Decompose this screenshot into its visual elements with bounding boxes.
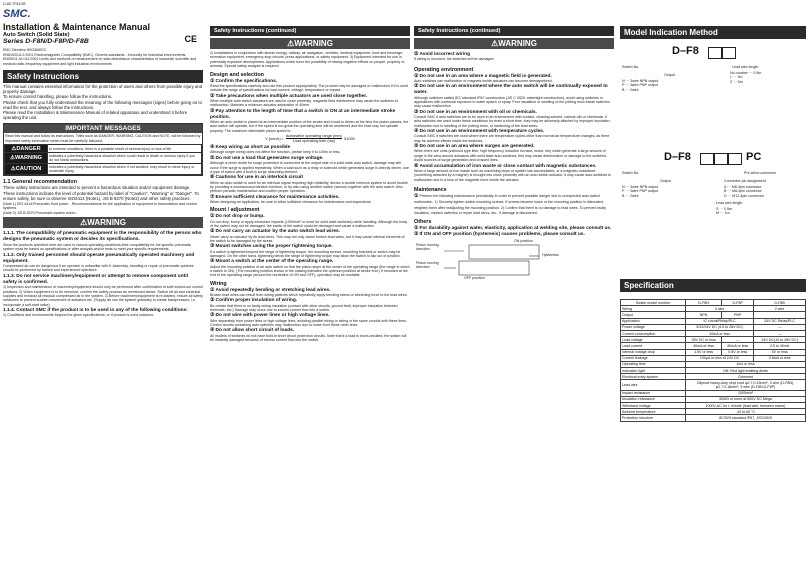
option-key: P xyxy=(622,83,625,88)
option-value: 3wire PNP output xyxy=(629,83,658,88)
design-item: ⑦ Ensure sufficient clearance for maintenance activities. When designing an application, be sure to allow sufficient clearance for maintenance and inspections. xyxy=(210,194,410,205)
mount-item: ① Do not drop or bump. Do not drop, bump or apply excessive impacts (1000m/s² or more for solid state switches) while handling. Although the body of the switch may not be damaged, the inside of the switch could be damaged and cause a malfunction. xyxy=(210,213,410,228)
signal-table xyxy=(4,144,202,175)
item-title: Do not carry an actuator by the auto switch lead wires. xyxy=(215,229,341,235)
spec-label: Application xyxy=(621,318,686,324)
maintenance-item: ① Perform the following maintenance periodically in order to prevent possible danger due to unexpected auto switch malfunction. 1) Securely tighten switch mounting screws. If screws become loose or the mounting position is dislocated, retighten them after readjusting the mounting position. 2) Confirm that there is no damage to lead wires. To prevent faulty insulation, replace switches or repair lead wires, etc., if damage is discovered. xyxy=(414,194,606,216)
important-messages-box xyxy=(3,123,203,176)
model-box xyxy=(722,47,736,59)
spec-cell: 100μA or less at 24V DC xyxy=(686,355,754,361)
others-item: ① For durability against water, elasticity, application at welding site, please consult us. xyxy=(414,225,612,231)
spec-cell: NPN xyxy=(686,312,722,318)
item-desc: Never carry an actuator by its lead wires. This may not only cause broken lead wires, but it may cause internal elements of the switch to be damaged by the stress. xyxy=(210,234,405,243)
model-indication-bar: Model Indication Method xyxy=(620,26,806,39)
item-title: The compatibility of pneumatic equipment is the responsibility of the person who designs the pneumatic system or decides its specifications. xyxy=(3,231,202,243)
option-value: 0.5m xyxy=(753,71,762,75)
item-title: Pay attention to the length of time that a switch is ON at an intermediate stroke position. xyxy=(210,108,396,120)
smc-logo: SMC. xyxy=(3,8,31,21)
formula-right: X1000 xyxy=(343,136,355,141)
spec-cell: IEC529 standard IP67, JISC0920 xyxy=(686,415,806,421)
output-list xyxy=(622,79,692,92)
signal-label: WARNING xyxy=(14,155,43,162)
safety-p2: To ensure correct handling, please follow the instructions. xyxy=(3,94,113,100)
switch-no-label: Switch No. xyxy=(622,65,640,69)
option-key: Z xyxy=(730,79,733,84)
item-title: For durability against water, elasticity, application at welding site, please consult us. xyxy=(419,225,612,231)
spec-label: Indication light xyxy=(621,368,686,374)
item-title: Do not use in an environment with oil or chemicals. xyxy=(419,109,537,115)
output-option: B ··· 2wire xyxy=(622,193,639,198)
item-desc: Adjust the mounting position of an auto switch so that the piston stops at the center of the operating range (the range in which a switch is ON). (The mounting position shown in the catalog indicates the optimum position at stroke end.) If mounted at the end of the operating range (around the borderline of ON and OFF), operation may be unstable. xyxy=(210,264,410,278)
item-title: Mount switches using the proper tightening torque. xyxy=(215,244,333,250)
warning-items xyxy=(3,230,203,317)
safety-p1: This manual contains essential information for the protection of users and others from possible injury and property damage. xyxy=(3,84,203,95)
general-heading: 1.1 General recommendation xyxy=(3,179,77,186)
wiring-item: ⑤ Avoid incorrect wiring If wiring is incorrect, the switches will be damaged. xyxy=(414,51,614,62)
item-title: Do not allow short circuit of loads. xyxy=(215,328,295,334)
design-item: ③ Pay attention to the length of time that a switch is ON at an intermediate stroke position. When an auto switch is placed at an intermediate position of the stroke and a load is driven at the time the piston passes, the auto switch will operate, but if the speed is too great the operating time will be shortened and the load may not operate properly. The maximum detectable piston speed is: xyxy=(210,108,409,133)
spec-label: Withstand voltage xyxy=(621,403,686,409)
mount-item: ④ Mount a switch at the center of the operating range. Adjust the mounting position of an auto switch so that the piston stops at the center of the operating range (the range in which a switch is ON). (The mounting position shown in the catalog indicates the optimum position at stroke end.) If mounted at the end of the operating range (around the borderline of ON and OFF), operation may be unstable. xyxy=(210,259,410,278)
item-desc: When multiple auto switch actuators are used in close proximity, magnetic field interference may cause the switches to malfunction. Maintain a minimum actuator separation of 40mm. xyxy=(210,98,399,108)
item-desc: When designing an application, be sure to allow sufficient clearance for maintenance and inspections. xyxy=(210,199,372,204)
item-desc: Auto switches can malfunction or magnets inside actuators can become demagnetized. xyxy=(414,78,553,83)
env-item: ③ Do not use in an environment with oil or chemicals. Consult SMC if auto switches are to be used in an environment with coolant, cleaning solvent, various oils or chemicals. If auto switches are used under these conditions for even a short time, they may be adversely affected by improper insulation, malfunction due to swelling of the potting resin, or hardening of the lead wires. xyxy=(414,109,614,128)
item-desc: Although longer wiring does not affect the function, please keep it to 100m or less. xyxy=(210,150,341,155)
note-2: (Note 2) JIS B 8370:Pneumatic system axiom. xyxy=(3,210,77,215)
option-key: D xyxy=(724,193,727,198)
maintenance-text: Perform the following maintenance periodically in order to prevent possible danger due to unexpected auto switch malfunction. 1) Securely tighten switch mounting screws. If screws become loose or the mounting position is dislocated, retighten them after readjusting the mounting position. 2) Confirm that there is no damage to lead wires. To prevent faulty insulation, replace switches or repair lead wires, etc., if damage is discovered. xyxy=(414,194,606,216)
wiring-item: ① Avoid repeatedly bending or stretching lead wires. Broken lead wires can result from wiring patterns which repeatedly apply bending stress or stretching force to the lead wires. xyxy=(210,287,410,298)
spec-row xyxy=(621,380,806,390)
item-number: 1.1.2. xyxy=(3,252,16,258)
safety-continued-bar: Safety Instructions (continued) xyxy=(210,26,410,36)
warning-label: WARNING xyxy=(294,39,333,48)
item-title: Confirm proper insulation of wiring. xyxy=(215,298,298,304)
spec-cell: — xyxy=(722,337,754,343)
directive-1: EN61000-6-2:2001 Electromagnetic Compatibility (EMC). Generic standards - Immunity for industrial environments. xyxy=(3,52,187,57)
length-list xyxy=(730,71,800,84)
item-title: Keep wiring as short as possible xyxy=(215,145,291,151)
warning-item xyxy=(3,307,203,318)
column-3 xyxy=(414,0,614,573)
hysteresis-svg xyxy=(414,239,614,281)
output-option: B ··· 2wire xyxy=(622,87,639,92)
warning-label: WARNING xyxy=(87,218,126,228)
intro-text: 2) Installations in conjunction with atomic energy, railway, air navigation, vehicles, medical equipment, food and beverage, recreation equipment, emergency stop circuits, press applications, or safety equipment. 3) Equipment intended for use in potentially explosive atmospheres. Applications which have the possibility of having negative effects on people, property or animals. Special safety analysis is required. xyxy=(210,51,405,69)
option-value: M8-4pin connector xyxy=(732,189,762,194)
signal-label: CAUTION xyxy=(15,166,42,173)
speed-formula xyxy=(210,134,410,143)
lead-len-label-2: Lead wire length xyxy=(716,201,743,205)
column-2 xyxy=(210,0,410,573)
design-item: ⑤ Do not use a load that generates surge voltage. Although a zener diode for surge protection is connected at the output side of a solid state auto switch, damage may still occur if the surge is applied repeatedly. When a load such as a relay or solenoid which generates surge is directly driven, use a type of switch with a built-in surge absorbing element. xyxy=(210,155,409,174)
spec-cell: — xyxy=(754,324,806,330)
spec-cell: -10 to 60 °C xyxy=(686,409,806,415)
important-messages-text: Read this manual and follow its instructions. Titles such as DANGER, WARNING, CAUTION and NOTE, will be followed by important safety information which must be carefully followed. xyxy=(5,134,201,143)
spec-cell: 0.8mA or less xyxy=(754,355,806,361)
option-key: S xyxy=(716,207,719,211)
warning-bar xyxy=(414,38,614,49)
spec-header: D-F8N xyxy=(686,300,722,306)
wiring-item: ④ Do not allow short circuit of loads. All models of switches do not have built-in short circuit protection circuits. Note that if a load is short-circuited, the switch will be instantly damaged because of excess current flow into the switch. xyxy=(210,327,410,342)
off-range-box xyxy=(459,261,529,275)
spec-cell: 24V DC(10 to 28V DC) xyxy=(754,337,806,343)
output-option: P ··· 3wire PNP output xyxy=(622,83,658,88)
column-4 xyxy=(620,0,806,573)
length-option: L ··· 3m xyxy=(730,75,743,80)
design-item: ① Confirm the specifications. Read the specifications carefully and use this product appropriately. The product may be damaged or malfunction if it is used outside the range of specifications for load current, voltage, temperature or impact. xyxy=(210,78,410,93)
item-desc: 1) Conditions and environments beyond the given specifications, or if product is used outdoors. xyxy=(3,313,155,318)
item-desc: If wiring is incorrect, the switches will be damaged. xyxy=(414,57,495,62)
item-desc: Consult SMC if auto switches are to be used in an environment with coolant, cleaning solvent, various oils or chemicals. If auto switches are used under these conditions for even a short time, they may be adversely affected by improper insulation, malfunction due to swelling of the potting resin, or hardening of the lead wires. xyxy=(414,115,611,128)
safety-continued-bar: Safety Instructions (continued) xyxy=(414,26,614,36)
output-option: P ··· 3wire PNP output xyxy=(622,189,658,194)
signal-label: DANGER xyxy=(16,145,41,152)
item-desc: Although a zener diode for surge protection is connected at the output side of a solid state auto switch, damage may still occur if the surge is applied repeatedly. When a load such as a relay or solenoid which generates surge is directly driven, use a type of switch with a built-in surge absorbing element. xyxy=(210,161,409,174)
item-number: 1.1.1. xyxy=(3,231,16,237)
spec-cell: 1000m/s² xyxy=(686,390,806,396)
model-code-2: D–F8 xyxy=(664,151,691,163)
item-title: Confirm the specifications. xyxy=(215,78,278,84)
warning-bar xyxy=(3,217,203,228)
item-title: Take precautions when multiple actuators are used close together. xyxy=(215,93,368,99)
spec-cell: Oilproof heavy-duty vinyl cord φ2.7,0.15mm², 3 wire (D-F8N), φ2.7,0.18mm², 3 wire (D-F8N,D-F8P) xyxy=(686,380,806,390)
env-item: ⑥ Avoid accumulation of iron waste or close contact with magnetic substances. When a large amount of iron waste such as machining chips or spatter has accumulated, or a magnetic substance (something attracted by a magnet) is brought into close proximity with an auto switch actuator, it may cause auto switches to malfunction due to a loss of the magnetic force inside the actuator. xyxy=(414,163,614,182)
item-desc: All models of switches do not have built-in short circuit protection circuits. Note that if a load is short-circuited, the switch will be instantly damaged because of excess current flow into the switch. xyxy=(210,333,407,343)
mount-item: ③ Mount switches using the proper tightening torque. If a switch is tightened beyond the range of tightening torque, the mounting screws, mounting brackets or switch may be damaged. On the other hand, tightening below the range of tightening torque may allow the switch to slip out of position. xyxy=(210,243,410,258)
specification-bar: Specification xyxy=(620,279,806,292)
spec-cell: 3 wire xyxy=(686,306,754,312)
warning-bar xyxy=(210,38,410,49)
series-name: Series D-F8N/D-F8P/D-F8B xyxy=(3,38,89,46)
warning-item xyxy=(3,252,203,273)
option-value: 3m xyxy=(737,75,743,80)
safety-p4: Please read the Installation & Maintenance Manual of related apparatus and understand it before operating the unit. xyxy=(3,110,188,121)
doc-number: D-85-TF81GB xyxy=(3,2,26,6)
signal-row-danger xyxy=(5,145,202,153)
spec-cell: 24V DC Relay/PLC xyxy=(754,318,806,324)
directive-0: EMC Directive 89/336/EEC xyxy=(3,48,47,53)
moving-dir-label-2: Piston moving direction xyxy=(416,260,439,270)
spec-label: Electrical entry system xyxy=(621,374,686,380)
option-key: A xyxy=(724,185,727,189)
length-option: Z ··· 5m xyxy=(730,79,743,84)
spec-cell: 2.5 to 40mA xyxy=(754,343,806,349)
model-block-2 xyxy=(620,109,806,293)
item-title: Avoid repeatedly bending or stretching lead wires. xyxy=(215,287,331,293)
env-heading: Operating environment xyxy=(414,66,474,73)
spec-label: Output xyxy=(621,312,686,318)
hysteresis-diagram xyxy=(414,239,614,281)
item-desc: 1) Inspection and maintenance of machinery/equipment should only be performed after confirmation of safe locked-out control positions. 2) When equipment is to be removed, confirm the safety process as mentioned above. Switch off air and electrical supplies and exhaust all residual compressed air in the system. 3) Before machinery/equipment is re-started, ensure all safety measures to prevent sudden movement of actuators etc. (Supply air into the system gradually to create backpressure, i.e. incorporate a soft-start valve). xyxy=(3,285,203,307)
option-key: N xyxy=(622,79,625,83)
spec-label: Power voltage xyxy=(621,324,686,330)
pin-option: D ··· M12-4pin connector xyxy=(724,193,764,198)
warning-triangle-icon: ⚠ xyxy=(11,145,17,152)
env-item: ① Do not use in an area where a magnetic field is generated. Auto switches can malfunction or magnets inside actuators can become demagnetized. xyxy=(414,73,614,84)
item-title: Do not use in an environment where the auto switch will be continually exposed to water. xyxy=(414,84,608,96)
formula-denominator: Load operating time (ms) xyxy=(292,139,335,144)
item-desc: Although switches satisfy IEC standard IP67 construction (JIS C 0920: watertight construction), avoid using switches in applications with continual exposure to water splash or spray. Poor insulation or swelling of the potting resin inside switches may cause malfunction. xyxy=(414,95,610,109)
pin-option: A ··· M8-3pin connector xyxy=(724,185,762,189)
note-1: (Note 1) ISO 4414:Pneumatic fluid power - Recommendations for the application of equipment to transmission and control systems. xyxy=(3,202,197,211)
on-position-label: ON position xyxy=(514,238,533,243)
lead-len-label: Lead wire length xyxy=(732,65,759,69)
model-code-1: D–F8 xyxy=(672,45,699,57)
spec-cell: — xyxy=(754,330,806,336)
option-key: No number xyxy=(730,71,748,75)
item-desc: Compressed air can be dangerous if an operator is unfamiliar with it. Assembly, handling or repair of pneumatic systems should be performed by trained and experienced operators. xyxy=(3,263,194,273)
wiring-item: ③ Do not wire with power lines or high voltage lines. Wire separately from power lines or high voltage lines, avoiding parallel wiring or wiring in the same conduit with these lines. Control circuits containing auto switches may malfunction due to noise from these other lines. xyxy=(210,312,410,327)
moving-dir-label-1: Piston moving direction xyxy=(416,242,439,252)
item-desc: Read the specifications carefully and use this product appropriately. The product may be damaged or malfunction if it is used outside the range of specifications for load current, voltage, temperature or impact. xyxy=(210,83,408,93)
output-label-2: Output xyxy=(660,179,671,183)
env-item: ⑤ Do not use in an area where surges are generated. When there are units (solenoid type lifter, high frequency induction furnace, motor, etc) which generate a large amount of surge in the area around actuators with solid state auto switches, this may cause deterioration or damage to the switches. Avoid sources of surge generation and crossed lines. xyxy=(414,143,614,162)
option-value: 2wire xyxy=(630,193,639,198)
switch-no-label-2: Switch No. xyxy=(622,171,640,175)
safety-p3: Please check that you fully understand the meaning of the following messages (signs) before going on to read the text, and always follow the instructions. xyxy=(3,99,202,110)
length-option: M ··· 1m xyxy=(716,211,730,216)
manual-subtitle: Auto Switch (Solid State) xyxy=(3,32,70,39)
item-desc: Wire separately from power lines or high voltage lines, avoiding parallel wiring or wiring in the same conduit with these lines. Control circuits containing auto switches may malfunction due to noise from these other lines. xyxy=(210,318,407,328)
option-value: 0.5m xyxy=(724,207,732,211)
spec-label: Current consumption xyxy=(621,330,686,336)
spec-cell: 28V DC or less xyxy=(686,337,722,343)
item-title: Do not service machinery/equipment or attempt to remove component until safety is confirmed. xyxy=(3,273,188,285)
warning-triangle-icon: ⚠ xyxy=(491,39,499,48)
item-desc: Broken lead wires can result from wiring patterns which repeatedly apply bending stress or stretching force to the lead wires. xyxy=(210,293,408,298)
spec-label: Current leakage xyxy=(621,355,686,361)
spec-label: Ambient temperature xyxy=(621,409,686,415)
spec-cell: 1ms or less xyxy=(686,361,806,367)
item-desc: When there are units (solenoid type lifter, high frequency induction furnace, motor, etc) which generate a large amount of surge in the area around actuators with solid state auto switches, this may cause deterioration or damage to the switches. Avoid sources of surge generation and crossed lines. xyxy=(414,149,608,163)
others-item: ② If ON and OFF position (hysteresis) causes problems, please consult us. xyxy=(414,231,585,237)
spec-label: Load voltage xyxy=(621,337,686,343)
item-desc: If a switch is tightened beyond the range of tightening torque, the mounting screws, mounting brackets or switch may be damaged. On the other hand, tightening below the range of tightening torque may allow the switch to slip out of position. xyxy=(210,249,401,258)
warning-item xyxy=(3,273,203,307)
pin-assign-label: Connector pin assignment xyxy=(724,179,766,183)
item-title: Do not use in an area where a magnetic field is generated. xyxy=(419,73,552,79)
item-title: Do not drop or bump. xyxy=(215,214,265,220)
item-title: Do not use in an environment with temperature cycles. xyxy=(419,129,545,135)
item-desc: When an auto switch is placed at an intermediate position of the stroke and a load is driven at the time the piston passes, the auto switch will operate, but if the speed is too great the operating time will be shortened and the load may not operate properly. The maximum detectable piston speed is: xyxy=(210,120,409,133)
item-title: Do not wire with power lines or high voltage lines. xyxy=(215,313,330,319)
on-range-box xyxy=(469,245,539,259)
spec-table xyxy=(620,299,806,422)
option-value: 1m xyxy=(724,211,730,216)
ce-mark: CE xyxy=(184,33,197,44)
hysteresis-label: Hysteresis xyxy=(542,252,559,257)
spec-label: Load current xyxy=(621,343,686,349)
spec-header: Switch model number xyxy=(621,300,686,306)
item-title: Ensure sufficient clearance for maintenance activities. xyxy=(215,194,340,200)
warning-triangle-icon: ⚠ xyxy=(10,166,16,173)
item-title: Cautions for use in an interlock circuit xyxy=(215,175,303,181)
spec-cell: 80mA or less xyxy=(722,343,754,349)
spec-cell: ON: Red light emitting diode xyxy=(686,368,806,374)
formula-numerator: Autoswitch operating range (mm) xyxy=(285,134,342,139)
option-value: 2wire xyxy=(630,87,639,92)
safety-instructions-bar: Safety Instructions xyxy=(3,70,203,83)
spec-cell: 4V or less xyxy=(754,349,806,355)
item-desc: When an auto switch is used for an interlock signal requiring high reliability, devise a double interlock system to avoid trouble by providing a mechanical protection function, or by also using another switch (sensor) together with the auto switch. Also perform periodic maintenance and confirm proper operation. xyxy=(210,180,408,194)
item-number: 1.1.3. xyxy=(3,273,16,279)
spec-cell: 1000V AC for 1 minute (lead wire, between cases) xyxy=(686,403,806,409)
item-title: Do not use in an area where surges are generated. xyxy=(419,144,535,150)
warning-item xyxy=(3,230,203,251)
option-key: L xyxy=(730,75,732,80)
option-value: M12-4pin connector xyxy=(732,193,764,198)
spec-cell: PNP xyxy=(722,312,754,318)
prewired-label: Pre-wired connector xyxy=(744,171,777,175)
spec-label: Impact resistance xyxy=(621,390,686,396)
design-item: ⑥ Cautions for use in an interlock circuit When an auto switch is used for an interlock signal requiring high reliability, devise a double interlock system to avoid trouble by providing a mechanical protection function, or by also using another switch (sensor) together with the auto switch. Also perform periodic maintenance and confirm proper operation. xyxy=(210,174,410,193)
wiring-item: ② Confirm proper insulation of wiring. Be certain that there is no faulty wiring insulation (contact with other circuits, ground fault, improper insulation between terminals, etc.) Damage may occur due to excess current flow into a switch. xyxy=(210,297,410,312)
warning-triangle-icon: ⚠ xyxy=(80,218,88,228)
pin-option: B ··· M8-4pin connector xyxy=(724,189,762,194)
mount-item: ② Do not carry an actuator by the auto switch lead wires. Never carry an actuator by its lead wires. This may not only cause broken lead wires, but it may cause internal elements of the switch to be damaged by the stress. xyxy=(210,228,410,243)
item-desc: Do not drop, bump or apply excessive impacts (1000m/s² or more for solid state switches) while handling. Although the body of the switch may not be damaged, the inside of the switch could be damaged and cause a malfunction. xyxy=(210,219,408,228)
manual-title: Installation & Maintenance Manual xyxy=(3,22,151,33)
item-desc: Consult SMC if switches are used where there are temperature cycles other than normal air temperature changes, as there may be adverse effects inside the switches. xyxy=(414,134,610,143)
output-option: N ··· 3wire NPN output xyxy=(622,79,659,83)
spec-label: Lead wire xyxy=(621,380,686,390)
signal-row-warning xyxy=(5,153,202,164)
spec-label: Insulation resistance xyxy=(621,396,686,402)
item-title: Contact SMC if the product is to be used in any of the following conditions: xyxy=(16,308,188,314)
length-option: No number ··· 0.5m xyxy=(730,71,762,75)
maintenance-heading: Maintenance xyxy=(414,187,447,194)
model-box xyxy=(708,47,722,59)
spec-cell: 1.5V or less xyxy=(686,349,722,355)
spec-label: Wiring xyxy=(621,306,686,312)
output-option: N ··· 3wire NPN output xyxy=(622,185,659,189)
important-messages-title: IMPORTANT MESSAGES xyxy=(4,124,202,133)
option-key: N xyxy=(622,185,625,189)
signal-row-caution xyxy=(5,164,202,175)
item-title: Avoid incorrect wiring xyxy=(419,52,471,57)
option-key: B xyxy=(622,193,625,198)
spec-header: D-F8B xyxy=(754,300,806,306)
wiring-heading: Wiring xyxy=(210,280,227,287)
item-desc: When a large amount of iron waste such as machining chips or spatter has accumulated, or a magnetic substance (something attracted by a magnet) is brought into close proximity with an auto switch actuator, it may cause auto switches to malfunction due to a loss of the magnetic force inside the actuator. xyxy=(414,168,612,182)
model-block-1 xyxy=(620,39,806,109)
output-list-2 xyxy=(622,185,692,198)
option-key: B xyxy=(724,189,727,194)
spec-cell: IC circuit/Relay/PLC xyxy=(686,318,754,324)
spec-body xyxy=(621,306,806,421)
spec-label: Internal voltage drop xyxy=(621,349,686,355)
spec-cell: 5/12/24V DC (4.5 to 28V DC) xyxy=(686,324,754,330)
model-suffix: PC xyxy=(746,151,762,163)
spec-cell: 50MΩ or more at 500V DC Mega xyxy=(686,396,806,402)
env-item: ② Do not use in an environment where the auto switch will be continually exposed to water. Although switches satisfy IEC standard IP67 construction (JIS C 0920: watertight construction), avoid using switches in applications with continual exposure to water splash or spray. Poor insulation or swelling of the potting resin inside switches may cause malfunction. xyxy=(414,83,614,109)
others-heading: Others xyxy=(414,218,432,225)
item-title: Only trained personnel should operate pneumatically operated machinery and equipment. xyxy=(3,252,195,264)
warning-triangle-icon: ⚠ xyxy=(9,155,15,162)
output-label: Output xyxy=(664,73,675,77)
design-item: ② Take precautions when multiple actuators are used close together. When multiple auto switch actuators are used in close proximity, magnetic field interference may cause the switches to malfunction. Maintain a minimum actuator separation of 40mm. xyxy=(210,93,410,108)
spec-cell: Grommet xyxy=(686,374,806,380)
warning-label: WARNING xyxy=(498,39,537,48)
signal-text: In extreme conditions, there is a possible result of serious injury or loss of life. xyxy=(48,145,202,153)
spec-cell: 0.8V or less xyxy=(722,349,754,355)
spec-cell: 40mA or less xyxy=(686,343,722,349)
design-heading: Design and selection xyxy=(210,71,264,78)
spec-cell: 10mA or less xyxy=(686,330,754,336)
length-option: S ··· 0.5m xyxy=(716,207,732,211)
signal-text: Indicates a potentially hazardous situation which could result in death or serious injury if you do not follow instructions. xyxy=(48,153,202,164)
option-key: M xyxy=(716,211,719,216)
item-title: Mount a switch at the center of the operating range. xyxy=(215,259,334,265)
item-number: 1.1.4. xyxy=(3,308,16,314)
item-title: Do not use a load that generates surge voltage. xyxy=(215,155,324,161)
option-value: 3wire NPN output xyxy=(630,185,659,189)
option-value: 5m xyxy=(737,79,743,84)
signal-text: Indicates a potentially hazardous situation which if not avoided, may result in minor injury or moderate injury. xyxy=(48,164,202,175)
model-box xyxy=(728,153,742,165)
model-box xyxy=(700,153,714,165)
warning-triangle-icon: ⚠ xyxy=(287,39,295,48)
spec-row xyxy=(621,415,806,421)
item-desc: Be certain that there is no faulty wiring insulation (contact with other circuits, ground fault, improper insulation between terminals, etc.) Damage may occur due to excess current flow into a switch. xyxy=(210,303,398,313)
spec-cell: 2 wire xyxy=(754,306,806,312)
general-text: These safety instructions are intended to prevent a hazardous situation and/or equipment damage. These instructions indicate the level of potential hazard by label of "Caution", "Warning" or "Danger". To ensure safety, be sure to observe ISO4414 (Note1), JIS B 8370 (Note2) and other safety practices. xyxy=(3,185,199,201)
item-title: If ON and OFF position (hysteresis) causes problems, please consult us. xyxy=(419,231,585,237)
pin-list xyxy=(724,185,804,198)
spec-label: Protection structure xyxy=(621,415,686,421)
option-key: P xyxy=(622,189,625,194)
directive-2: EN55011 A1+A2:2001 Limits and methods of measurement of radio disturbance characteristics of industrial, scientific and medical radio-frequency equipment and light industrial environments. xyxy=(3,57,197,66)
length-list-2 xyxy=(716,207,786,216)
option-value: 3wire PNP output xyxy=(629,189,658,194)
off-position-label: OFF position xyxy=(464,275,485,280)
column-1 xyxy=(3,0,203,573)
formula-left: V (mm/s) = xyxy=(265,136,284,141)
item-title: Avoid accumulation of iron waste or close contact with magnetic substances. xyxy=(419,163,597,169)
option-key: B xyxy=(622,87,625,92)
mount-heading: Mount / adjustment xyxy=(210,207,260,214)
option-value: M8-3pin connector xyxy=(731,185,762,189)
design-item: ④ Keep wiring as short as possible Although longer wiring does not affect the function, please keep it to 100m or less. xyxy=(210,144,410,155)
item-desc: Since the products specified here are used in various operating conditions,their compatibility for the specific pneumatic system must be based on specifications or after analysis and/or tests to meet your specific requirements. xyxy=(3,242,192,252)
spec-label: Operating time xyxy=(621,361,686,367)
option-value: 3wire NPN output xyxy=(630,79,659,83)
model-box xyxy=(714,153,728,165)
spec-header: D-F8P xyxy=(722,300,754,306)
env-item: ④ Do not use in an environment with temperature cycles. Consult SMC if switches are used where there are temperature cycles other than normal air temperature changes, as there may be adverse effects inside the switches. xyxy=(414,128,614,143)
